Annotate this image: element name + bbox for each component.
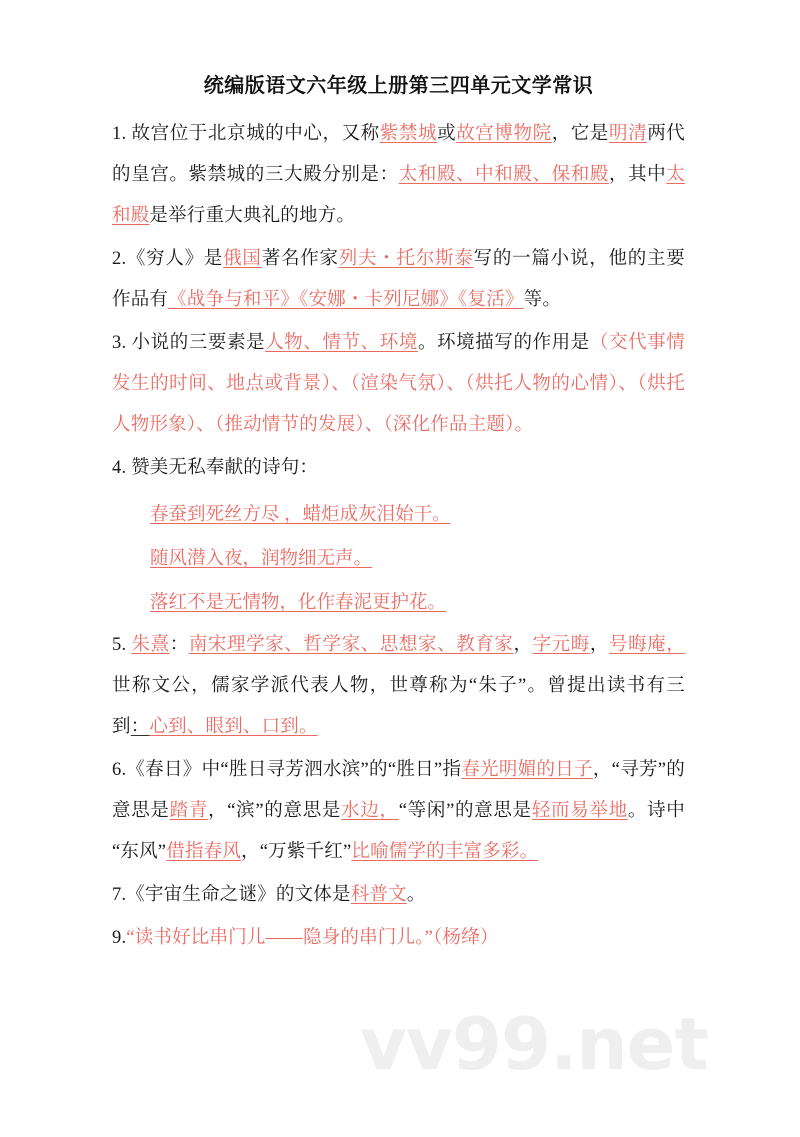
question-text: 6.《春日》中“胜日寻芳泗水滨”的“胜日”指 bbox=[112, 760, 462, 780]
question-text: 1. 故宫位于北京城的中心，又称 bbox=[112, 124, 380, 144]
worksheet-item bbox=[112, 114, 685, 237]
question-text: 两代的皇宫。紫禁城的三大殿分别是： bbox=[112, 124, 685, 185]
answer-text: 字元晦 bbox=[532, 635, 590, 655]
question-text: ，其中 bbox=[608, 165, 667, 185]
answer-text: 借指春风 bbox=[166, 842, 242, 862]
answer-text: 人物、情节、环境 bbox=[265, 333, 418, 353]
worksheet-item bbox=[112, 448, 685, 489]
answer-text: （交代事情发生的时间、地点或背景）、（渲染气氛）、（烘托人物的心情）、（烘托人物形象）、（推动情节的发展）、（深化作品主题）。 bbox=[112, 333, 685, 435]
question-text: ： bbox=[130, 717, 150, 737]
question-text: 等。 bbox=[523, 290, 562, 310]
poem-line bbox=[112, 493, 685, 537]
answer-text: 春蚕到死丝方尽 ，蜡炬成灰泪始干。 bbox=[150, 505, 451, 525]
answer-text: 心到、眼到、口到。 bbox=[149, 717, 318, 737]
question-text: 3. 小说的三要素是 bbox=[112, 333, 266, 353]
answer-text: 列夫・托尔斯泰 bbox=[338, 249, 474, 269]
answer-text: 俄国 bbox=[223, 249, 262, 269]
answer-text: 轻而易举地 bbox=[531, 801, 628, 821]
answer-text: 随风潜入夜，润物细无声。 bbox=[150, 549, 373, 569]
worksheet-item bbox=[112, 239, 685, 321]
worksheet-item bbox=[112, 625, 685, 748]
question-text: 7.《宇宙生命之谜》的文体是 bbox=[112, 885, 351, 905]
question-text: 。诗中“东风” bbox=[112, 801, 685, 862]
answer-text: 科普文 bbox=[350, 885, 407, 905]
worksheet-item bbox=[112, 875, 685, 916]
question-text: ，“寻芳”的意思是 bbox=[112, 760, 686, 821]
answer-text: 紫禁城 bbox=[379, 124, 438, 144]
worksheet-item-list bbox=[112, 114, 685, 959]
question-text: “等闲”的意思是 bbox=[398, 801, 532, 821]
worksheet-item bbox=[112, 918, 685, 959]
answer-text: 落红不是无情物，化作春泥更护花。 bbox=[150, 593, 447, 613]
answer-text: 《战争与和平》《安娜・卡列尼娜》《复活》 bbox=[168, 290, 524, 310]
answer-text: 故宫博物院 bbox=[456, 124, 552, 144]
question-text: 4. 赞美无私奉献的诗句： bbox=[112, 458, 319, 478]
question-text: 或 bbox=[437, 124, 457, 144]
question-text: ，“万紫千红” bbox=[241, 842, 352, 862]
question-text: 是举行重大典礼的地方。 bbox=[149, 206, 356, 226]
question-text: ： bbox=[169, 635, 189, 655]
poem-line bbox=[112, 581, 685, 625]
question-text: 。 bbox=[406, 885, 426, 905]
answer-text: 明清 bbox=[608, 124, 648, 144]
answer-text: 太和殿、中和殿、保和殿 bbox=[398, 165, 609, 185]
poem-block bbox=[112, 493, 685, 625]
page-title: 统编版语文六年级上册第三四单元文学常识 bbox=[203, 75, 594, 97]
answer-text: 春光明媚的日子 bbox=[461, 760, 593, 780]
question-text: ，它是 bbox=[551, 124, 609, 144]
question-text: 2.《穷人》是 bbox=[112, 249, 224, 269]
question-text: 世称文公，儒家学派代表人物，世尊称为“朱子”。曾提出读书有三到 bbox=[112, 676, 685, 737]
answer-text: 踏青 bbox=[169, 801, 209, 821]
question-text: 9. bbox=[112, 928, 127, 948]
question-text: 写的一篇小说，他的主要作品有 bbox=[112, 249, 685, 310]
question-text: 5. bbox=[112, 635, 132, 655]
question-text: 著名作家 bbox=[261, 249, 339, 269]
site-watermark: vv99.net bbox=[360, 1002, 708, 1086]
worksheet-item bbox=[112, 323, 685, 446]
answer-text: 南宋理学家、哲学家、思想家、教育家 bbox=[188, 635, 514, 655]
question-text: ， bbox=[513, 635, 533, 655]
answer-text: 太和殿 bbox=[112, 165, 685, 226]
answer-text: 朱熹 bbox=[131, 635, 170, 655]
answer-text: 号晦庵， bbox=[609, 635, 685, 655]
answer-text: “读书好比串门儿——隐身的串门儿。”（杨绛） bbox=[126, 928, 499, 948]
answer-text: 比喻儒学的丰富多彩。 bbox=[351, 842, 539, 862]
worksheet-item bbox=[112, 750, 685, 873]
question-text: ， bbox=[589, 635, 609, 655]
poem-line bbox=[112, 537, 685, 581]
question-text: 。环境描写的作用是 bbox=[417, 333, 590, 353]
question-text: ，“滨”的意思是 bbox=[208, 801, 342, 821]
answer-text: 水边， bbox=[341, 801, 399, 821]
